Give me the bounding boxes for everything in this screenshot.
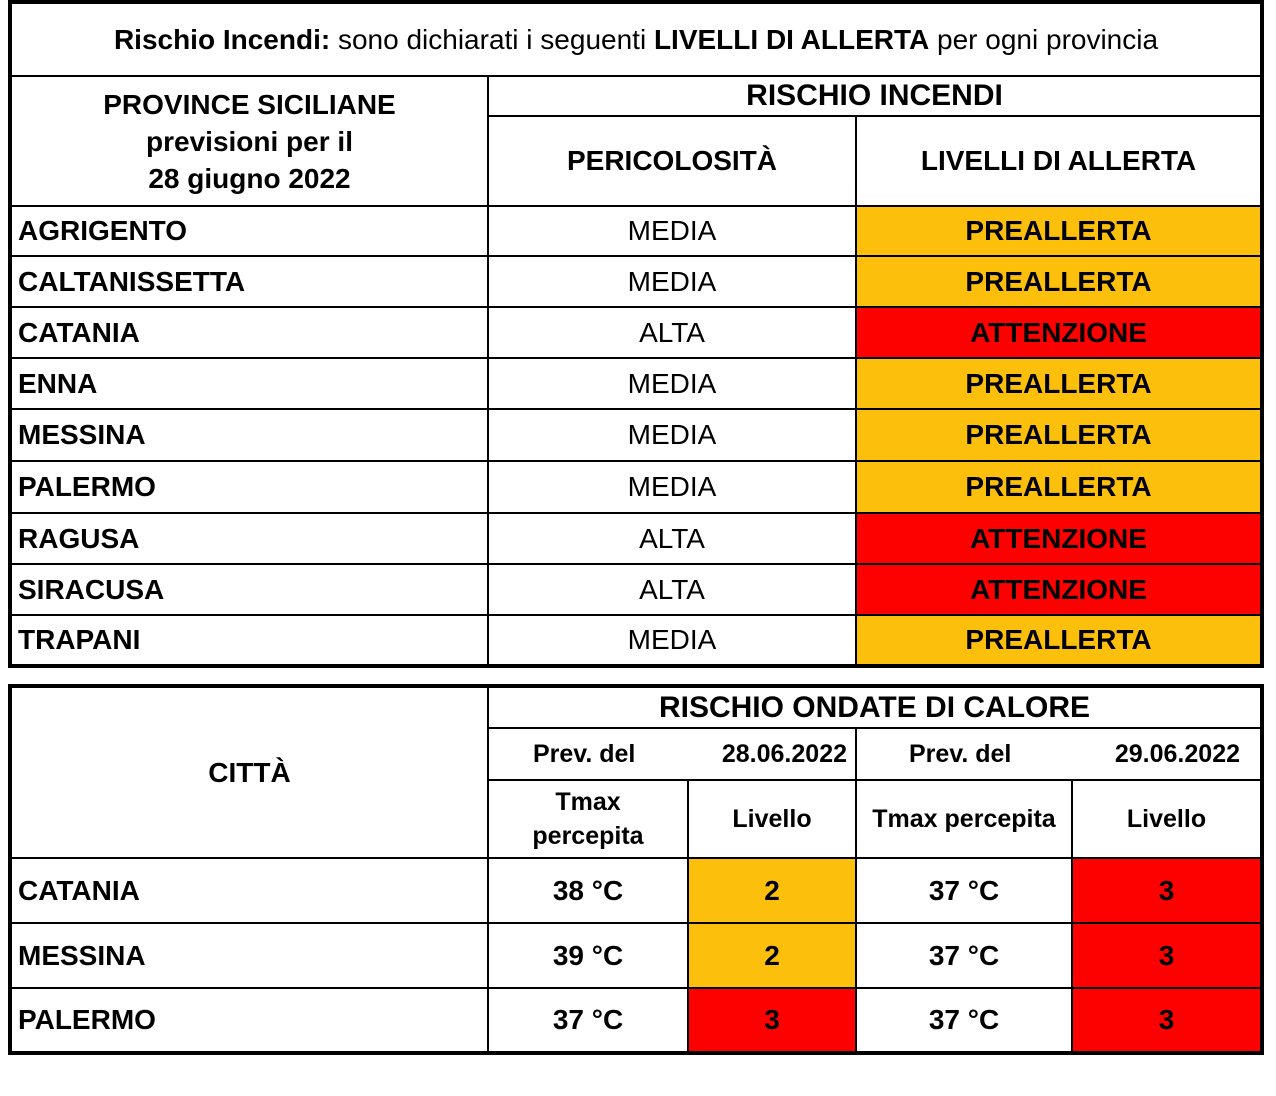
danger-value: ALTA [488,564,856,615]
heat-risk-table [8,684,1264,1055]
province-name: CALTANISSETTA [10,256,488,307]
alert-badge: ATTENZIONE [856,513,1262,564]
table-row [10,307,1262,358]
tmax1-line1: Tmax [555,788,621,816]
alert-badge: PREALLERTA [856,206,1262,256]
province-header [10,76,488,206]
banner-middle: sono dichiarati i seguenti [330,23,654,55]
province-name: TRAPANI [10,615,488,666]
danger-value: MEDIA [488,409,856,461]
heat-group-header: RISCHIO ONDATE DI CALORE [488,686,1262,728]
province-name: MESSINA [10,409,488,461]
level2-badge: 3 [1072,923,1262,988]
table-row [10,256,1262,307]
banner-end: per ogni provincia [929,23,1159,55]
day1-header [488,728,856,780]
alert-badge: PREALLERTA [856,358,1262,409]
table-row [10,513,1262,564]
province-header-line3: 28 giugno 2022 [148,162,351,194]
alert-badge: PREALLERTA [856,256,1262,307]
fire-group-header: RISCHIO INCENDI [488,76,1262,116]
province-name: ENNA [10,358,488,409]
day1-prev: Prev. del [533,739,636,768]
tmax2-value: 37 °C [856,988,1072,1053]
banner-row [10,2,1262,76]
table-row [10,409,1262,461]
table-row [10,858,1262,923]
alert-badge: ATTENZIONE [856,564,1262,615]
danger-value: ALTA [488,307,856,358]
level2-badge: 3 [1072,988,1262,1053]
table-row [10,461,1262,513]
tmax2-value: 37 °C [856,858,1072,923]
city-header: CITTÀ [10,686,488,858]
fire-risk-table [8,0,1264,668]
table-row [10,564,1262,615]
fire-rows [10,206,1262,666]
banner-strong: LIVELLI DI ALLERTA [653,23,930,55]
alert-header: LIVELLI DI ALLERTA [856,116,1262,206]
level1-header: Livello [688,780,856,858]
province-header-line2: previsioni per il [146,125,353,157]
fire-header-row-1 [10,76,1262,116]
province-name: CATANIA [10,307,488,358]
danger-value: ALTA [488,513,856,564]
day1-date: 28.06.2022 [721,739,847,768]
danger-header: PERICOLOSITÀ [488,116,856,206]
tmax1-value: 37 °C [488,988,688,1053]
table-row [10,358,1262,409]
tmax1-header [488,780,688,858]
tmax2-value: 37 °C [856,923,1072,988]
province-name: RAGUSA [10,513,488,564]
level1-badge: 2 [688,923,856,988]
province-header-line1: PROVINCE SICILIANE [103,88,396,120]
tmax1-value: 38 °C [488,858,688,923]
city-name: MESSINA [10,923,488,988]
banner [10,2,1262,76]
heat-header-row-1 [10,686,1262,728]
province-name: SIRACUSA [10,564,488,615]
level2-badge: 3 [1072,858,1262,923]
province-name: PALERMO [10,461,488,513]
danger-value: MEDIA [488,256,856,307]
day2-header [856,728,1262,780]
province-name: AGRIGENTO [10,206,488,256]
tmax1-line2: percepita [532,822,644,850]
day2-date: 29.06.2022 [1114,739,1240,768]
level1-badge: 2 [688,858,856,923]
alert-badge: PREALLERTA [856,615,1262,666]
danger-value: MEDIA [488,615,856,666]
heat-rows [10,858,1262,1053]
city-name: CATANIA [10,858,488,923]
danger-value: MEDIA [488,358,856,409]
table-row [10,615,1262,666]
tmax1-value: 39 °C [488,923,688,988]
level2-header: Livello [1072,780,1262,858]
banner-lead: Rischio Incendi: [113,23,331,55]
alert-badge: PREALLERTA [856,461,1262,513]
level1-badge: 3 [688,988,856,1053]
alert-badge: PREALLERTA [856,409,1262,461]
table-row [10,206,1262,256]
tmax2-header: Tmax percepita [856,780,1072,858]
city-name: PALERMO [10,988,488,1053]
danger-value: MEDIA [488,206,856,256]
table-row [10,923,1262,988]
table-row [10,988,1262,1053]
alert-badge: ATTENZIONE [856,307,1262,358]
danger-value: MEDIA [488,461,856,513]
day2-prev: Prev. del [909,739,1012,768]
